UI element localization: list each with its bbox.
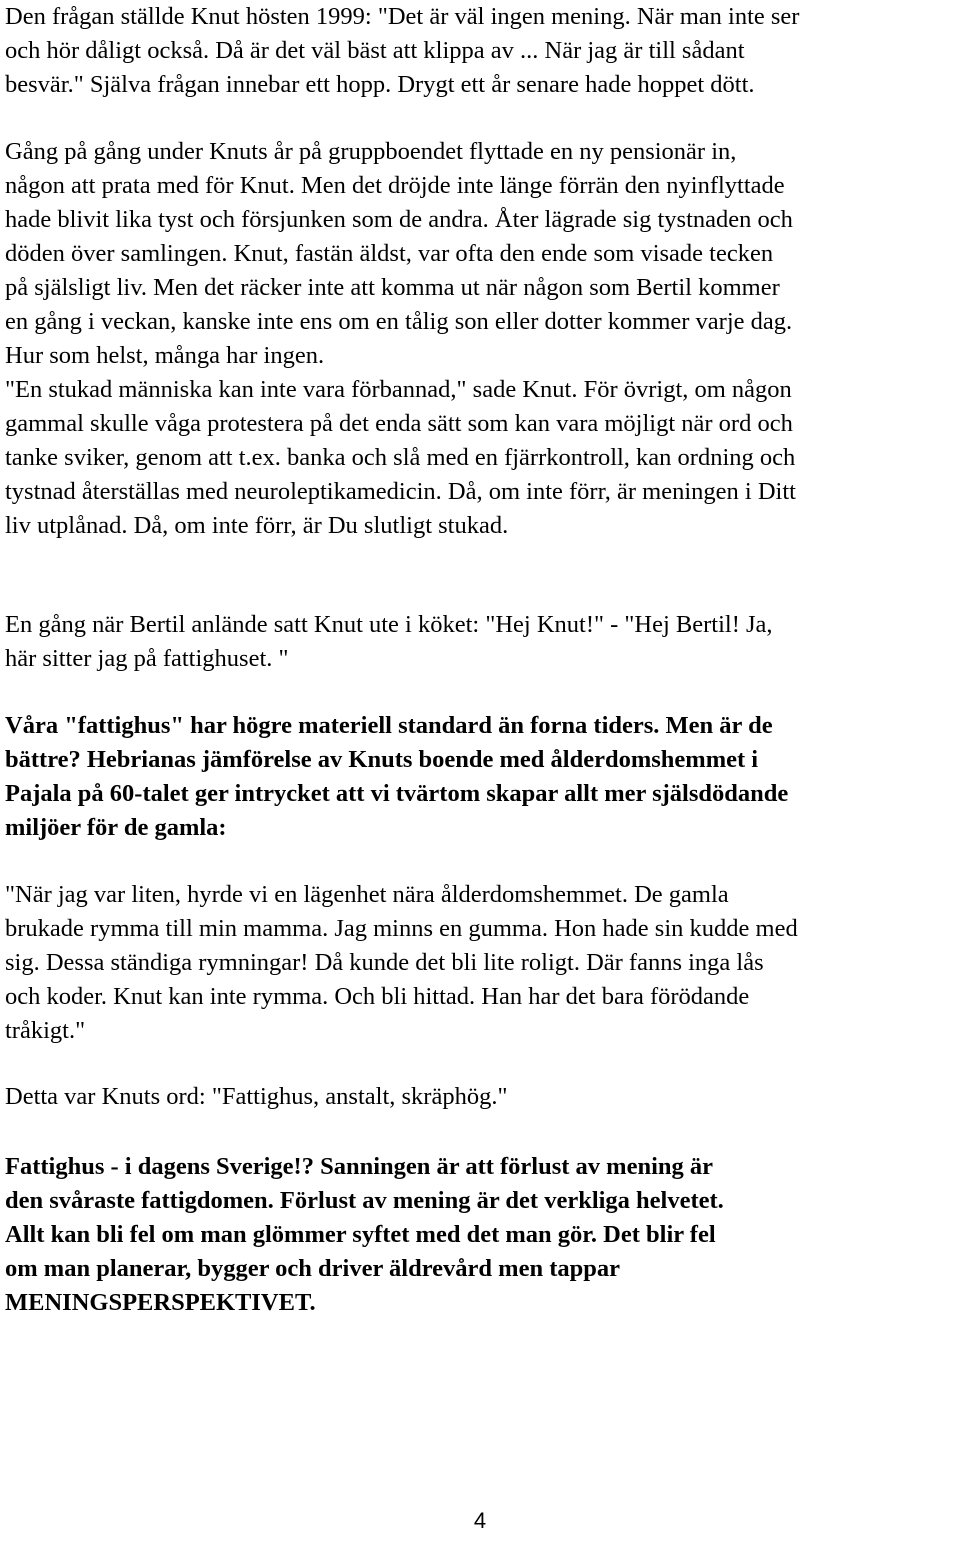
paragraph-hebriana-quote: "När jag var liten, hyrde vi en lägenhet nära ålderdomshemmet. De gamla brukade rymma till min mamma. Jag minns en gumma. Hon hade sin kudde med sig. Dessa ständiga rymningar! Då kunde det bli lite roligt. Där fanns inga lås och koder. Knut kan inte rymma. Och bli hittad. Han har det bara förödande tråkigt."	[5, 881, 798, 1044]
paragraph-bertil-arrival: En gång när Bertil anlände satt Knut ute i köket: "Hej Knut!" - "Hej Bertil! Ja, här sitter jag på fattighuset. "	[5, 611, 773, 672]
paragraph-poorhouse-comparison: Våra "fattighus" har högre materiell standard än forna tiders. Men är de bättre? Hebrianas jämförelse av Knuts boende med ålderdomshemmet i Pajala på 60-talet ger intrycket att vi tvärtom skapar allt mer själsdödande miljöer för de gamla:	[5, 712, 789, 841]
paragraph-group-home: Gång på gång under Knuts år på gruppboendet flyttade en ny pensionär in, någon att prata med för Knut. Men det dröjde inte länge förrän den nyinflyttade hade blivit lika tyst och försjunken som de andra. Åter lägrade sig tystnaden och döden över samlingen. Knut, fastän äldst, var ofta den ende som visade tecken på själsligt liv. Men det räcker inte att komma ut när någon som Bertil kommer en gång i veckan, kanske inte ens om en tålig son eller dotter kommer varje dag. Hur som helst, många har ingen.	[5, 138, 793, 369]
page-number: 4	[473, 1508, 487, 1533]
paragraph-knuts-words: Detta var Knuts ord: "Fattighus, anstalt, skräphög."	[5, 1083, 508, 1110]
paragraph-sprained-person: "En stukad människa kan inte vara förbannad," sade Knut. För övrigt, om någon gammal skulle våga protestera på det enda sätt som kan vara möjligt när ord och tanke sviker, genom att t.ex. banka och slå med en fjärrkontroll, kan ordning och tystnad återställas med neuroleptikamedicin. Då, om inte förr, är meningen i Ditt liv utplånad. Då, om inte förr, är Du slutligt stukad.	[5, 376, 796, 539]
paragraph-knut-question: Den frågan ställde Knut hösten 1999: "Det är väl ingen mening. När man inte ser och hör dåligt också. Då är det väl bäst att klippa av ... När jag är till sådant besvär." Själva frågan innebar ett hopp. Drygt ett år senare hade hoppet dött.	[5, 3, 800, 98]
paragraph-conclusion: Fattighus - i dagens Sverige!? Sanningen är att förlust av mening är den svåraste fattigdomen. Förlust av mening är det verkliga helvetet. Allt kan bli fel om man glömmer syftet med det man gör. Det blir fel om man planerar, bygger och driver äldrevård men tappar MENINGSPERSPEKTIVET.	[5, 1153, 724, 1316]
